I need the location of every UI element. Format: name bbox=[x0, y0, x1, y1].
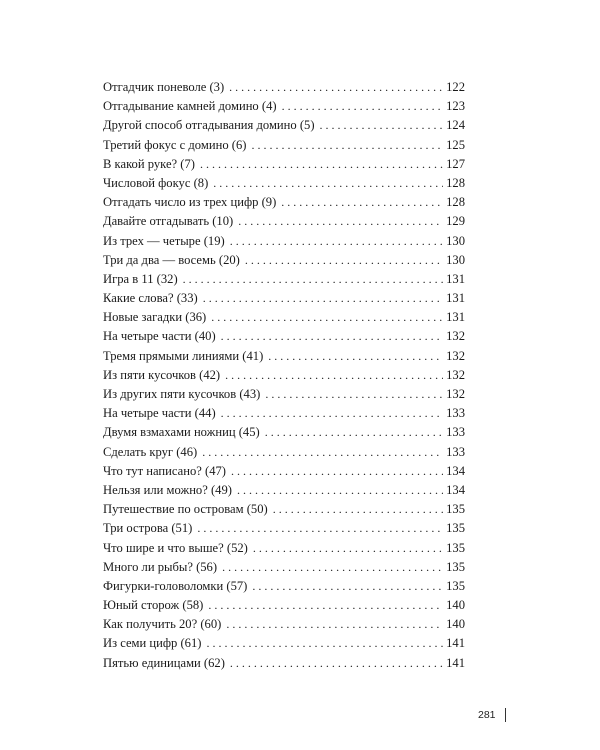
toc-entry-page: 130 bbox=[446, 233, 465, 248]
dot-leader bbox=[221, 404, 443, 423]
page-number-rule bbox=[505, 708, 506, 722]
toc-entry bbox=[103, 634, 465, 653]
toc-entry-title: Числовой фокус (8) bbox=[103, 175, 209, 190]
toc-entry-page: 123 bbox=[446, 99, 465, 114]
toc-entry-page: 132 bbox=[446, 367, 465, 382]
toc-entry-title: Игра в 11 (32) bbox=[103, 271, 178, 286]
toc-entry-title: Фигурки-головоломки (57) bbox=[103, 578, 248, 593]
toc-entry bbox=[103, 385, 465, 404]
dot-leader bbox=[226, 615, 443, 634]
toc-entry-title: Отгадчик поневоле (3) bbox=[103, 80, 225, 94]
toc-entry bbox=[103, 97, 465, 116]
toc-entry-page: 125 bbox=[446, 137, 465, 152]
dot-leader bbox=[221, 327, 443, 346]
toc-entry-title: Отгадать число из трех цифр (9) bbox=[103, 195, 277, 210]
toc-entry-title: Как получить 20? (60) bbox=[103, 617, 222, 632]
toc-entry bbox=[103, 404, 465, 423]
toc-entry-title: Сделать круг (46) bbox=[103, 444, 198, 459]
toc-entry-title: Тремя прямыми линиями (41) bbox=[103, 348, 264, 363]
dot-leader bbox=[213, 174, 443, 193]
toc-entry-title: Новые загадки (36) bbox=[103, 310, 207, 325]
toc-entry bbox=[103, 615, 465, 634]
toc-entry bbox=[103, 289, 465, 308]
dot-leader bbox=[208, 596, 443, 615]
toc-entry-page: 124 bbox=[446, 118, 465, 133]
toc-entry bbox=[103, 462, 465, 481]
toc-entry-page: 133 bbox=[446, 425, 465, 440]
toc-entry-page: 135 bbox=[446, 540, 465, 555]
toc-entry-page: 134 bbox=[446, 463, 465, 478]
toc-entry-page: 135 bbox=[446, 521, 465, 536]
toc-entry-title: Пятью единицами (62) bbox=[103, 655, 225, 670]
dot-leader bbox=[245, 251, 443, 270]
toc-entry-title: Юный сторож (58) bbox=[103, 598, 204, 613]
dot-leader bbox=[230, 232, 443, 251]
toc-entry-page: 129 bbox=[446, 214, 465, 229]
toc-entry-page: 141 bbox=[446, 655, 465, 670]
toc-entry-page: 128 bbox=[446, 195, 465, 210]
toc-entry-page: 140 bbox=[446, 617, 465, 632]
toc-entry-title: Три острова (51) bbox=[103, 521, 193, 536]
toc-entry bbox=[103, 558, 465, 577]
toc-entry-title: Что тут написано? (47) bbox=[103, 463, 226, 478]
toc-entry-title: Что шире и что выше? (52) bbox=[103, 540, 248, 555]
toc-entry bbox=[103, 500, 465, 519]
toc-entry-page: 141 bbox=[446, 636, 465, 651]
toc-entry bbox=[103, 596, 465, 615]
toc-entry-page: 132 bbox=[446, 348, 465, 363]
toc-entry-page: 135 bbox=[446, 578, 465, 593]
toc-entry-title: Много ли рыбы? (56) bbox=[103, 559, 218, 574]
table-of-contents bbox=[103, 78, 465, 673]
toc-entry bbox=[103, 136, 465, 155]
dot-leader bbox=[200, 155, 443, 174]
toc-entry-page: 135 bbox=[446, 502, 465, 517]
dot-leader bbox=[202, 443, 443, 462]
dot-leader bbox=[281, 193, 443, 212]
toc-entry bbox=[103, 347, 465, 366]
dot-leader bbox=[206, 634, 443, 653]
dot-leader bbox=[203, 289, 443, 308]
dot-leader bbox=[273, 500, 443, 519]
dot-leader bbox=[282, 97, 444, 116]
dot-leader bbox=[230, 654, 443, 673]
toc-entry bbox=[103, 423, 465, 442]
toc-entry bbox=[103, 577, 465, 596]
toc-entry-page: 131 bbox=[446, 310, 465, 325]
toc-entry bbox=[103, 308, 465, 327]
toc-entry-page: 132 bbox=[446, 329, 465, 344]
dot-leader bbox=[237, 481, 443, 500]
toc-entry-title: Путешествие по островам (50) bbox=[103, 502, 268, 517]
dot-leader bbox=[211, 308, 443, 327]
page-number: 281 bbox=[478, 709, 496, 721]
toc-entry-page: 131 bbox=[446, 271, 465, 286]
toc-entry-page: 140 bbox=[446, 598, 465, 613]
toc-entry bbox=[103, 155, 465, 174]
toc-entry bbox=[103, 251, 465, 270]
toc-entry bbox=[103, 519, 465, 538]
toc-entry bbox=[103, 270, 465, 289]
toc-entry-page: 130 bbox=[446, 252, 465, 267]
toc-entry-title: Из семи цифр (61) bbox=[103, 636, 202, 651]
toc-entry-title: На четыре части (44) bbox=[103, 406, 216, 421]
toc-entry-page: 131 bbox=[446, 291, 465, 306]
toc-entry bbox=[103, 327, 465, 346]
toc-entry bbox=[103, 232, 465, 251]
dot-leader bbox=[197, 519, 443, 538]
toc-entry-page: 132 bbox=[446, 387, 465, 401]
dot-leader bbox=[265, 385, 443, 404]
dot-leader bbox=[238, 212, 443, 231]
toc-entry-title: На четыре части (40) bbox=[103, 329, 216, 344]
dot-leader bbox=[183, 270, 443, 289]
toc-entry-page: 128 bbox=[446, 175, 465, 190]
toc-entry-page: 127 bbox=[446, 156, 465, 171]
toc-entry-title: Давайте отгадывать (10) bbox=[103, 214, 234, 229]
toc-entry bbox=[103, 443, 465, 462]
dot-leader bbox=[225, 366, 443, 385]
toc-entry-title: Из пяти кусочков (42) bbox=[103, 367, 221, 382]
toc-entry-title: Из трех — четыре (19) bbox=[103, 233, 225, 248]
toc-entry-title: Какие слова? (33) bbox=[103, 291, 198, 306]
toc-entry-title: Из других пяти кусочков (43) bbox=[103, 387, 261, 401]
dot-leader bbox=[251, 136, 443, 155]
dot-leader bbox=[320, 116, 444, 135]
toc-entry-page: 133 bbox=[446, 444, 465, 459]
toc-entry-title: Другой способ отгадывания домино (5) bbox=[103, 118, 315, 133]
dot-leader bbox=[222, 558, 443, 577]
toc-entry bbox=[103, 78, 465, 97]
dot-leader bbox=[252, 577, 443, 596]
dot-leader bbox=[231, 462, 443, 481]
toc-entry-title: В какой руке? (7) bbox=[103, 156, 195, 171]
toc-entry bbox=[103, 193, 465, 212]
toc-entry-title: Нельзя или можно? (49) bbox=[103, 482, 232, 497]
dot-leader bbox=[268, 347, 443, 366]
toc-entry-page: 134 bbox=[446, 482, 465, 497]
toc-entry-title: Третий фокус с домино (6) bbox=[103, 137, 247, 152]
toc-entry bbox=[103, 366, 465, 385]
dot-leader bbox=[265, 423, 443, 442]
toc-entry-page: 135 bbox=[446, 559, 465, 574]
toc-entry bbox=[103, 539, 465, 558]
toc-entry bbox=[103, 481, 465, 500]
toc-entry bbox=[103, 174, 465, 193]
toc-entry bbox=[103, 116, 465, 135]
toc-entry-title: Двумя взмахами ножниц (45) bbox=[103, 425, 260, 440]
toc-entry bbox=[103, 654, 465, 673]
toc-entry-title: Три да два — восемь (20) bbox=[103, 252, 240, 267]
toc-entry-page: 133 bbox=[446, 406, 465, 421]
dot-leader bbox=[229, 78, 443, 97]
toc-entry bbox=[103, 212, 465, 231]
toc-entry-title: Отгадывание камней домино (4) bbox=[103, 99, 277, 114]
toc-entry-page: 122 bbox=[446, 80, 465, 94]
dot-leader bbox=[253, 539, 443, 558]
